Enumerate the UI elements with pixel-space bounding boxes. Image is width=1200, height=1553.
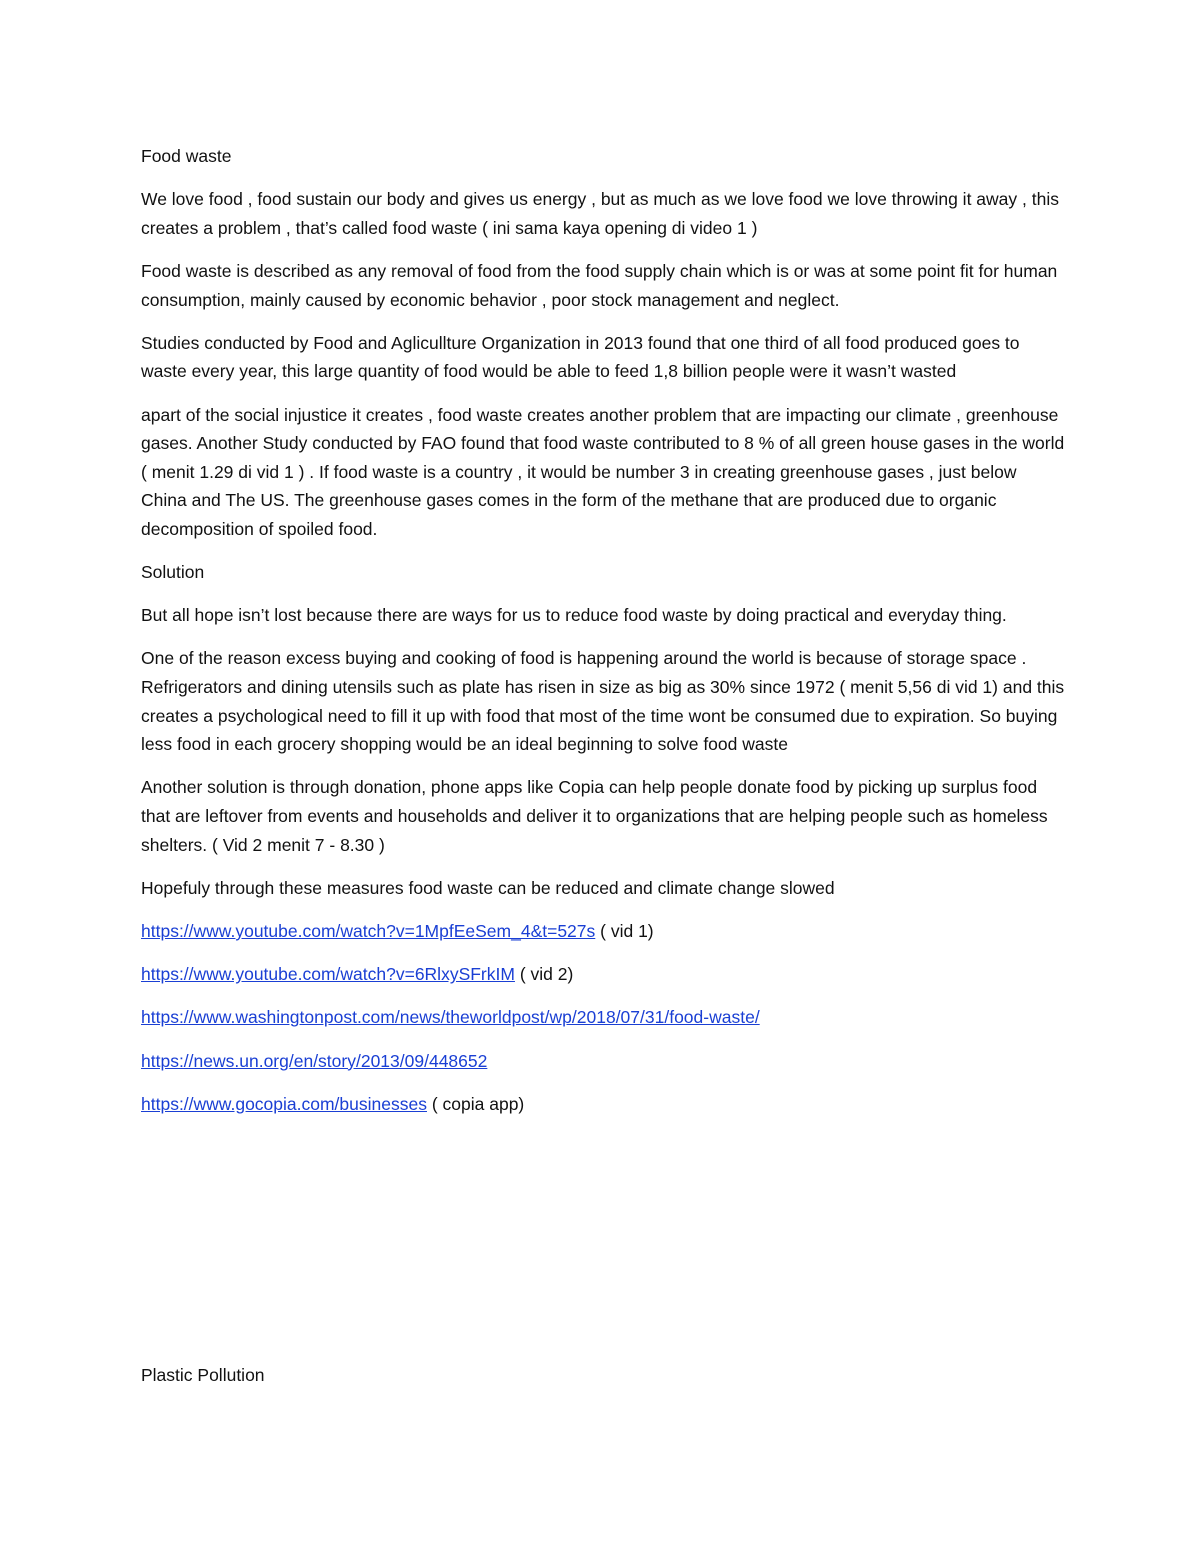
conclusion-paragraph: Hopefuly through these measures food waste can be reduced and climate change slowed	[141, 877, 835, 898]
reference-link-vid2[interactable]: https://www.youtube.com/watch?v=6RlxySFrkIM	[141, 964, 515, 985]
document-page	[141, 142, 1066, 1133]
reference-item	[141, 960, 1066, 989]
storage-paragraph: One of the reason excess buying and cooking of food is happening around the world is because of storage space . Refrigerators and dining utensils such as plate has risen in size as big as 30% since 1972 ( menit 5,56 di vid 1) and this creates a psychological need to fill it up with food that most of the time wont be consumed due to expiration. So buying less food in each grocery shopping would be an ideal beginning to solve food waste	[141, 648, 1065, 755]
document-title: Food waste	[141, 146, 232, 166]
reference-link-vid1[interactable]: https://www.youtube.com/watch?v=1MpfEeSem_4&t=527s	[141, 921, 596, 941]
reference-item	[141, 1090, 1066, 1119]
reference-links	[141, 917, 1066, 1118]
reference-note: ( copia app)	[426, 1093, 525, 1114]
reference-item	[141, 917, 1066, 946]
intro-paragraph: We love food , food sustain our body and gives us energy , but as much as we love food we love throwing it away , this creates a problem , that’s called food waste ( ini sama kaya opening di video 1 )	[141, 189, 1059, 238]
reference-link-washingtonpost[interactable]: https://www.washingtonpost.com/news/theworldpost/wp/2018/07/31/food-waste/	[141, 1007, 760, 1028]
next-section-heading: Plastic Pollution	[141, 1365, 265, 1385]
solution-heading: Solution	[141, 562, 205, 583]
reference-note: ( vid 1)	[595, 921, 654, 941]
reference-link-un-news[interactable]: https://news.un.org/en/story/2013/09/448652	[141, 1050, 488, 1071]
reference-note: ( vid 2)	[514, 964, 574, 985]
reference-item	[141, 1003, 1066, 1032]
hope-paragraph: But all hope isn’t lost because there are ways for us to reduce food waste by doing practical and everyday thing.	[141, 605, 1007, 626]
definition-paragraph: Food waste is described as any removal of food from the food supply chain which is or was at some point fit for human consumption, mainly caused by economic behavior , poor stock management and neglect.	[141, 260, 1058, 310]
greenhouse-paragraph: apart of the social injustice it creates , food waste creates another problem that are impacting our climate , greenhouse gases. Another Study conducted by FAO found that food waste contributed to 8 % of all green house gases in the world ( menit 1.29 di vid 1 ) . If food waste is a country , it would be number 3 in creating greenhouse gases , just below China and The US. The greenhouse gases comes in the form of the methane that are produced due to organic decomposition of spoiled food.	[141, 404, 1065, 539]
studies-paragraph: Studies conducted by Food and Aglicullture Organization in 2013 found that one third of all food produced goes to waste every year, this large quantity of food would be able to feed 1,8 billion people were it wasn’t wasted	[141, 332, 1020, 382]
reference-item	[141, 1047, 1066, 1076]
donation-paragraph: Another solution is through donation, phone apps like Copia can help people donate food by picking up surplus food that are leftover from events and households and deliver it to organizations that are helping people such as homeless shelters. ( Vid 2 menit 7 - 8.30 )	[141, 777, 1048, 855]
reference-link-gocopia[interactable]: https://www.gocopia.com/businesses	[141, 1093, 427, 1114]
